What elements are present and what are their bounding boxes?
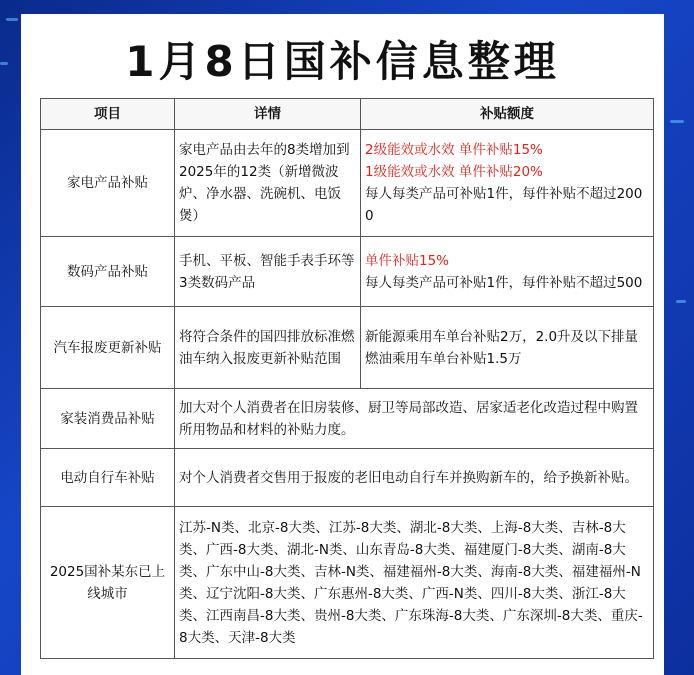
row-detail: 对个人消费者交售用于报废的老旧电动自行车并换购新车的，给予换新补贴。 [175,449,654,507]
subsidy-text: 每人每类产品可补贴1件，每件补贴不超过500 [365,274,643,291]
decorative-glow [6,18,18,21]
row-category: 2025国补某东已上线城市 [41,507,175,659]
row-detail: 家电产品由去年的8类增加到2025年的12类（新增微波炉、净水器、洗碗机、电饭煲） [175,130,361,237]
row-category: 家装消费品补贴 [41,389,175,449]
subsidy-text: 新能源乘用车单台补贴2万，2.0升及以下排量燃油乘用车单台补贴1.5万 [365,328,639,367]
table-header-row [41,99,654,130]
table-row [41,389,654,449]
subsidy-text: 每人每类产品可补贴1件，每件补贴不超过2000 [365,186,643,224]
decorative-glow [676,300,686,303]
row-category: 家电产品补贴 [41,130,175,237]
table-row [41,130,654,237]
page-title: 1月8日国补信息整理 [125,37,560,86]
row-detail: 加大对个人消费者在旧房装修、厨卫等局部改造、居家适老化改造过程中购置所用物品和材料的补贴力度。 [175,389,654,449]
table-row [41,307,654,389]
subsidy-highlight: 单件补贴15% [365,252,450,269]
row-detail: 将符合条件的国四排放标准燃油车纳入报废更新补贴范围 [175,307,361,389]
subsidy-highlight: 1级能效或水效 单件补贴20% [365,164,543,180]
row-category: 数码产品补贴 [41,237,175,307]
table-row [41,449,654,507]
row-subsidy [361,237,654,307]
column-header-subsidy: 补贴额度 [361,99,654,130]
column-header-item: 项目 [41,99,175,130]
row-category: 汽车报废更新补贴 [41,307,175,389]
decorative-glow [0,62,8,65]
subsidy-table [40,98,654,659]
row-detail: 江苏-N类、北京-8大类、江苏-8大类、湖北-8大类、上海-8大类、吉林-8大类、广西-8大类、湖北-N类、山东青岛-8大类、福建厦门-8大类、湖南-8大类、广东中山-8大类、吉林-N类、福建福州-8大类、海南-8大类、福建福州-N类、辽宁沈阳-8大类、广东惠州-8大类、广西-N类、四川-8大类、浙江-8大类、江西南昌-8大类、贵州-8大类、广东珠海-8大类、广东深圳-8大类、重庆-8大类、天津-8大类 [175,507,654,659]
info-card [21,14,664,675]
row-subsidy [361,130,654,237]
table-row [41,237,654,307]
column-header-detail: 详情 [175,99,361,130]
row-detail: 手机、平板、智能手表手环等3类数码产品 [175,237,361,307]
decorative-glow [670,120,684,123]
subsidy-highlight: 2级能效或水效 单件补贴15% [365,142,543,158]
row-category: 电动自行车补贴 [41,449,175,507]
row-subsidy [361,307,654,389]
table-row [41,507,654,659]
